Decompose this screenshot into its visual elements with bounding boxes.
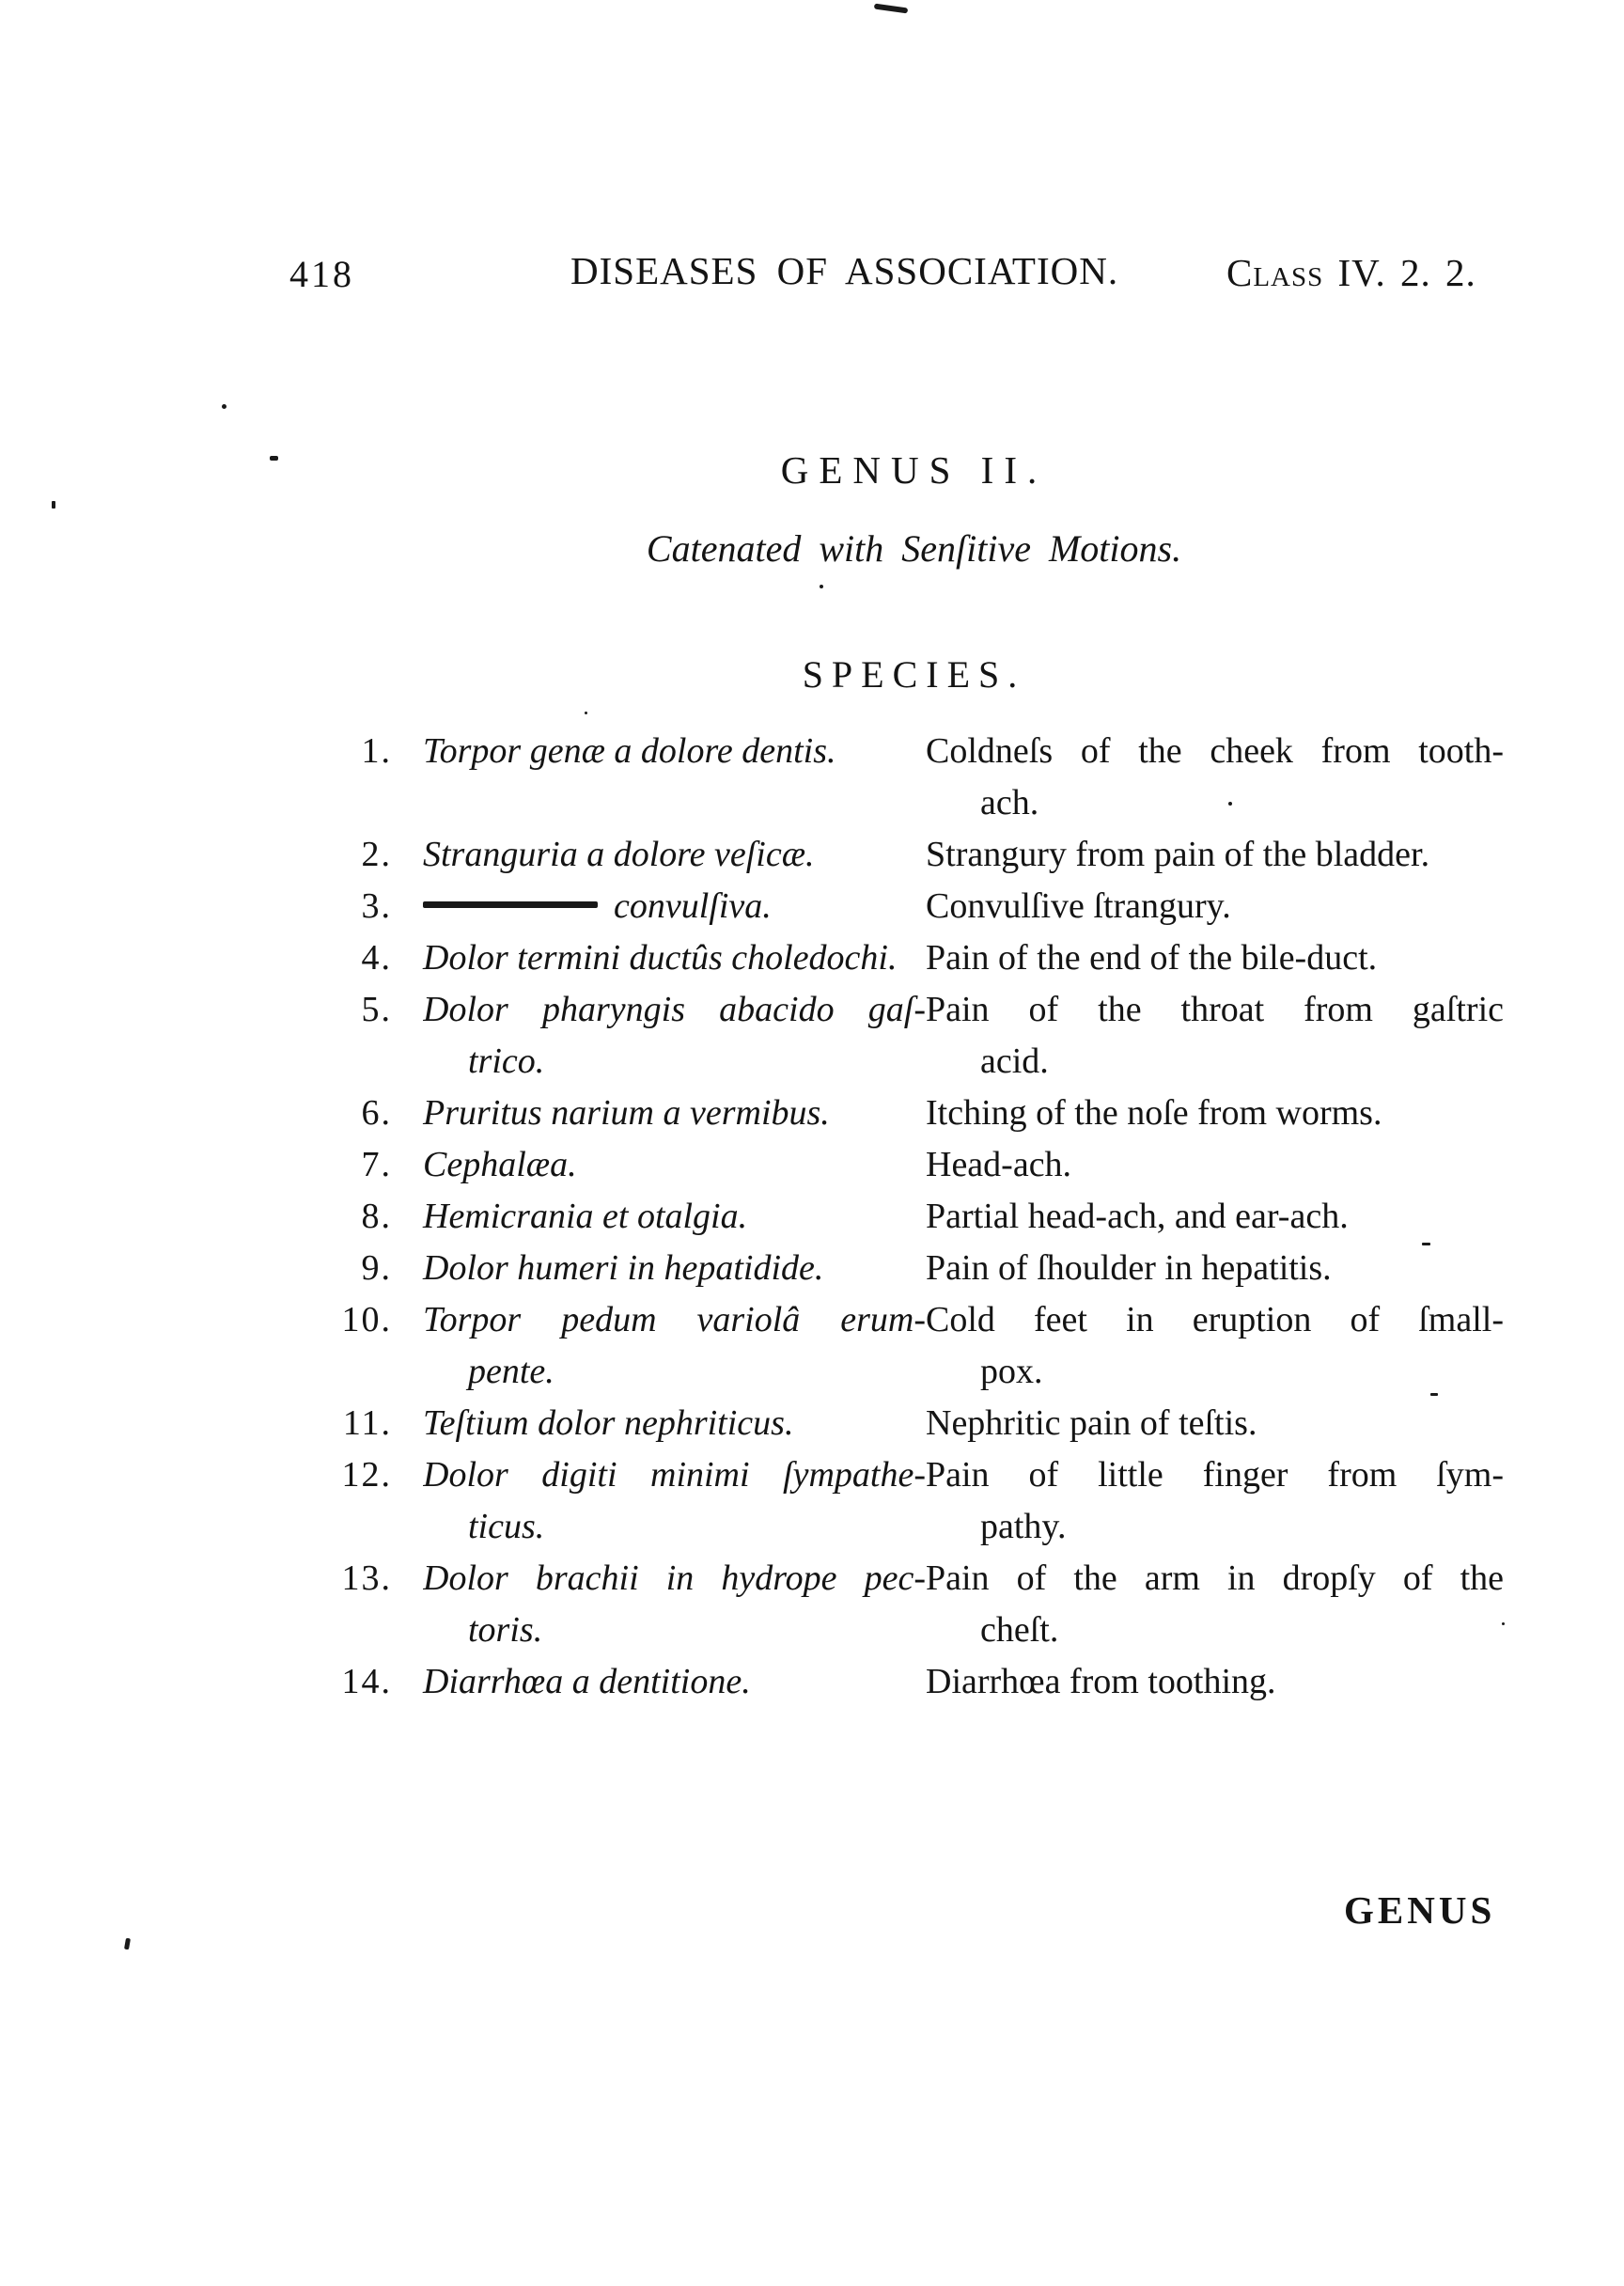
species-list: [324, 726, 1504, 1708]
english-translation: [926, 1139, 1504, 1191]
species-row: [324, 1088, 1504, 1139]
species-row: [324, 984, 1504, 1088]
latin-line: Stranguria a dolore veſicæ.: [423, 835, 815, 874]
species-number: 10.: [341, 1300, 392, 1339]
latin-line: Torpor pedum variolâ erum-: [423, 1300, 926, 1339]
species-number: 8.: [361, 1197, 392, 1236]
latin-name: [423, 1656, 926, 1708]
english-translation: [926, 726, 1504, 829]
english-translation: [926, 1553, 1504, 1656]
english-line: Pain of the end of the bile-duct.: [926, 938, 1378, 978]
latin-line: Dolor brachii in hydrope pec-: [423, 1558, 926, 1598]
species-row: [324, 1449, 1504, 1553]
species-row: [324, 932, 1504, 984]
english-translation: [926, 829, 1504, 881]
latin-name: [423, 1139, 926, 1191]
english-translation: [926, 1449, 1504, 1553]
latin-line: Dolor humeri in hepatidide.: [423, 1248, 824, 1288]
english-line: Itching of the noſe from worms.: [926, 1093, 1382, 1133]
latin-line: ticus.: [468, 1507, 545, 1546]
english-line: Pain of little finger from ſym-: [926, 1455, 1504, 1495]
latin-name: [423, 984, 926, 1088]
english-line: acid.: [980, 1041, 1049, 1081]
english-translation: [926, 1243, 1504, 1294]
english-line: Head-ach.: [926, 1145, 1072, 1184]
latin-line: trico.: [468, 1041, 545, 1081]
latin-name: [423, 726, 926, 777]
latin-line: Dolor digiti minimi ſympathe-: [423, 1455, 926, 1495]
species-row: [324, 1553, 1504, 1656]
english-line: Coldneſs of the cheek from tooth-: [926, 731, 1504, 771]
english-translation: [926, 1088, 1504, 1139]
species-number: 6.: [361, 1093, 392, 1133]
english-line: Pain of the throat from gaſtric: [926, 990, 1504, 1029]
latin-name: [423, 932, 926, 984]
species-number: 7.: [361, 1145, 392, 1184]
latin-line: Dolor termini ductûs choledochi.: [423, 938, 898, 978]
english-line: Convulſive ſtrangury.: [926, 886, 1231, 926]
latin-name: [423, 1294, 926, 1398]
latin-name: [423, 1088, 926, 1139]
scan-artifact: [270, 456, 278, 461]
latin-line: Pruritus narium a vermibus.: [423, 1093, 830, 1133]
page-number: 418: [289, 253, 354, 295]
species-row: [324, 1398, 1504, 1449]
species-number: 14.: [341, 1662, 392, 1701]
english-line: Strangury from pain of the bladder.: [926, 835, 1430, 874]
english-line: Pain of the arm in dropſy of the: [926, 1558, 1504, 1598]
english-line: ach.: [980, 783, 1039, 822]
english-line: cheſt.: [980, 1610, 1059, 1650]
english-translation: [926, 1398, 1504, 1449]
species-number: 1.: [361, 731, 392, 771]
latin-name: [423, 881, 926, 932]
latin-line: toris.: [468, 1610, 543, 1650]
english-line: pathy.: [980, 1507, 1067, 1546]
english-line: Nephritic pain of teſtis.: [926, 1403, 1257, 1443]
english-line: Partial head-ach, and ear-ach.: [926, 1197, 1349, 1236]
english-translation: [926, 881, 1504, 932]
species-row: [324, 726, 1504, 829]
species-heading: SPECIES.: [802, 653, 1026, 696]
class-label: Class IV. 2. 2.: [1226, 251, 1476, 294]
species-number: 9.: [361, 1248, 392, 1288]
latin-line: Teſtium dolor nephriticus.: [423, 1403, 794, 1443]
latin-line: Cephalæa.: [423, 1145, 577, 1184]
species-row: [324, 881, 1504, 932]
ditto-dash: [423, 901, 598, 908]
scan-artifact: [820, 585, 823, 588]
species-number: 4.: [361, 938, 392, 978]
latin-line: Diarrhœa a dentitione.: [423, 1662, 751, 1701]
english-translation: [926, 1191, 1504, 1243]
catchword: GENUS: [1344, 1888, 1496, 1932]
latin-name: [423, 1553, 926, 1656]
species-number: 13.: [341, 1558, 392, 1598]
species-number: 12.: [341, 1455, 392, 1495]
english-line: Pain of ſhoulder in hepatitis.: [926, 1248, 1332, 1288]
latin-name: [423, 1398, 926, 1449]
scan-artifact: [874, 4, 908, 14]
latin-name: [423, 829, 926, 881]
running-title: DISEASES OF ASSOCIATION.: [570, 249, 1119, 292]
english-translation: [926, 1656, 1504, 1708]
english-translation: [926, 1294, 1504, 1398]
scan-artifact: [52, 501, 55, 509]
species-number: 5.: [361, 990, 392, 1029]
latin-line: Torpor genæ a dolore dentis.: [423, 731, 836, 771]
latin-name: [423, 1191, 926, 1243]
scan-artifact: [585, 712, 587, 714]
species-number: 2.: [361, 835, 392, 874]
latin-line: Hemicrania et otalgia.: [423, 1197, 748, 1236]
latin-line: convulſiva.: [423, 881, 926, 932]
latin-name: [423, 1243, 926, 1294]
species-row: [324, 1191, 1504, 1243]
latin-name: [423, 1449, 926, 1553]
species-number: 11.: [342, 1403, 392, 1443]
english-translation: [926, 984, 1504, 1088]
english-translation: [926, 932, 1504, 984]
species-number: 3.: [361, 886, 392, 926]
latin-line: pente.: [468, 1352, 554, 1391]
species-row: [324, 1243, 1504, 1294]
species-row: [324, 829, 1504, 881]
scan-artifact: [222, 404, 226, 409]
english-line: Cold feet in eruption of ſmall-: [926, 1300, 1504, 1339]
species-row: [324, 1656, 1504, 1708]
species-row: [324, 1139, 1504, 1191]
scan-artifact: [124, 1938, 131, 1950]
genus-subtitle: Catenated with Senſitive Motions.: [646, 527, 1182, 570]
species-row: [324, 1294, 1504, 1398]
english-line: Diarrhœa from toothing.: [926, 1662, 1276, 1701]
genus-heading: GENUS II.: [780, 448, 1048, 492]
latin-line: Dolor pharyngis abacido gaſ-: [423, 990, 926, 1029]
english-line: pox.: [980, 1352, 1043, 1391]
